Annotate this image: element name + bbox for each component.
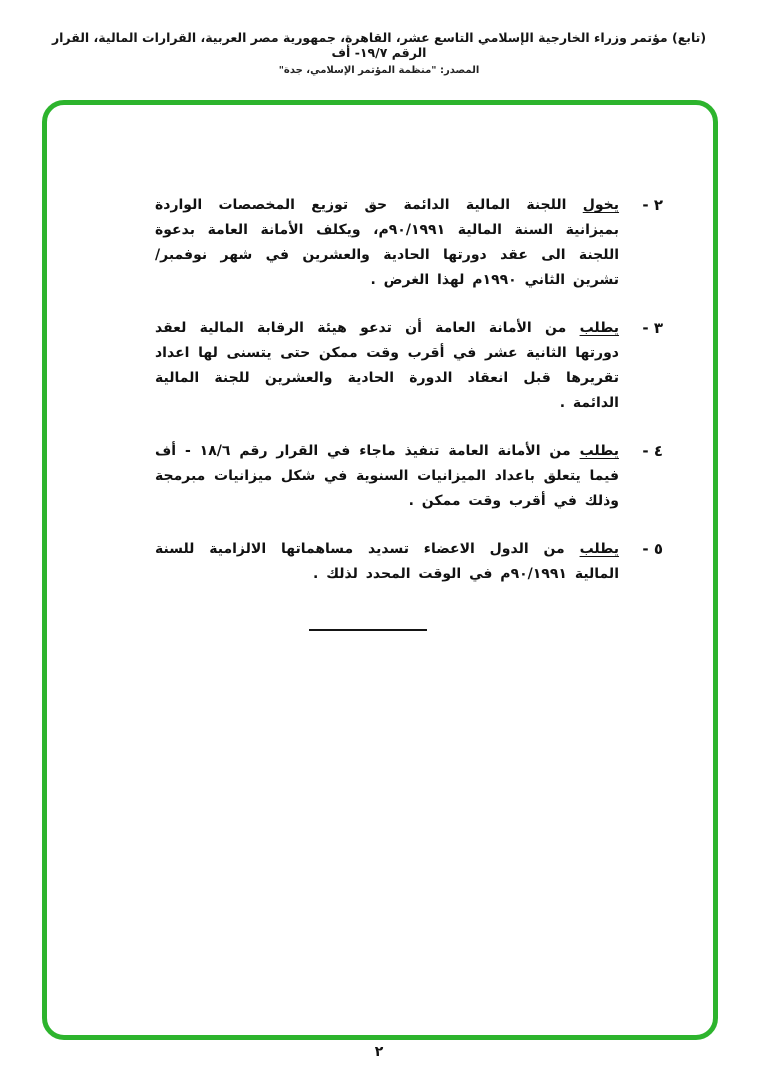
item-number: ٤ - (642, 442, 663, 460)
item-lead-word: يطلب (579, 443, 619, 459)
item-text (155, 537, 619, 587)
item-body-text: من الدول الاعضاء تسديد مساهماتها الالزامية للسنة المالية ٩٠/١٩٩١م في الوقت المحدد لذلك . (155, 541, 619, 582)
document-header (0, 30, 758, 76)
green-frame (42, 100, 718, 1040)
header-source: المصدر: "منظمة المؤتمر الإسلامي، جدة" (278, 65, 480, 76)
header-title: (تابع) مؤتمر وزراء الخارجية الإسلامي التاسع عشر، القاهرة، جمهورية مصر العربية، القرارات المالية، القرار الرقم ١٩/٧- أف (51, 30, 707, 60)
list-item (155, 193, 663, 293)
item-lead-word: يطلب (579, 541, 620, 557)
item-lead-word: يطلب (579, 320, 620, 336)
item-number: ٢ - (642, 196, 663, 214)
page-number: ٢ (374, 1044, 384, 1060)
item-text (155, 439, 619, 514)
list-item (155, 537, 663, 587)
item-number: ٣ - (642, 319, 663, 337)
item-body-text: من الأمانة العامة تنفيذ ماجاء في القرار رقم ١٨/٦ - أف فيما يتعلق باعداد الميزانيات السنوية في شكل ميزانيات مبرمجة وذلك في أقرب وقت ممكن . (155, 443, 619, 509)
item-text (155, 316, 619, 416)
section-divider (309, 629, 427, 631)
list-item (155, 316, 663, 416)
item-lead-word: يخول (582, 197, 620, 213)
item-body-text: من الأمانة العامة أن تدعو هيئة الرقابة المالية لعقد دورتها الثانية عشر في أقرب وقت ممكن حتى يتسنى لها اعداد تقريرها قبل انعقاد الدورة الحادية والعشرين للجنة المالية الدائمة . (155, 320, 619, 411)
item-text (155, 193, 619, 293)
item-number: ٥ - (642, 540, 663, 558)
list-item (155, 439, 663, 514)
item-body-text: اللجنة المالية الدائمة حق توزيع المخصصات الواردة بميزانية السنة المالية ٩٠/١٩٩١م، ويكلف الأمانة العامة بدعوة اللجنة الى عقد دورتها الحادية والعشرين في شهر نوفمبر/تشرين الثاني ١٩٩٠م لهذا الغرض . (155, 197, 620, 288)
items-list (47, 105, 713, 587)
